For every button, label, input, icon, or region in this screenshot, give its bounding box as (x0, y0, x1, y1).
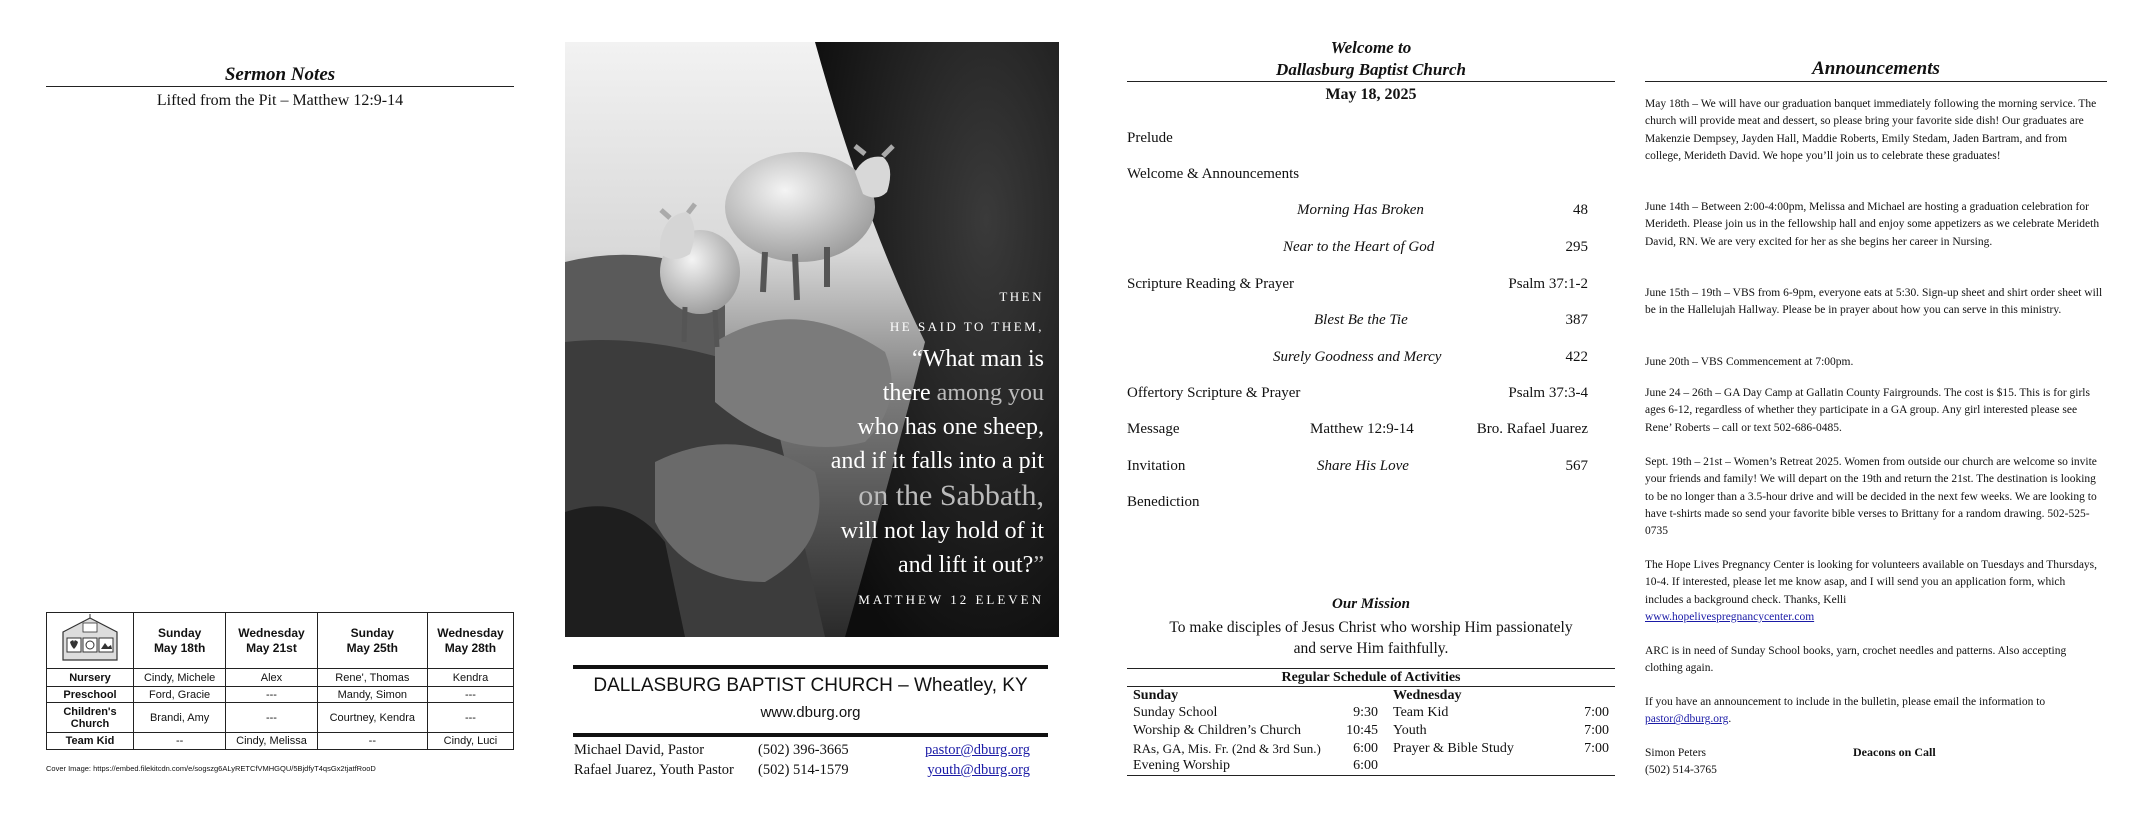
hymn-number: 295 (1565, 239, 1588, 255)
col-header: Wednesday May 21st (226, 613, 317, 669)
oos-message: Message (1127, 421, 1180, 437)
wednesday-heading: Wednesday (1393, 688, 1462, 703)
welcome-heading: Welcome to (1330, 38, 1412, 57)
announcement-item: ARC is in need of Sunday School books, yarn, crochet needles and patterns. Also accepting clothing again. (1645, 645, 2067, 675)
activity-time: 6:00 (1353, 741, 1378, 756)
divider (573, 665, 1048, 669)
activity-name: Prayer & Bible Study (1393, 741, 1514, 756)
youth-email-link[interactable]: youth@dburg.org (927, 762, 1030, 778)
announcement-item: If you have an announcement to include in the bulletin, please email the information to pastor@dburg.org. (1645, 696, 2046, 726)
divider (1127, 668, 1615, 669)
cover-image (565, 42, 1059, 637)
oos-offertory: Offertory Scripture & Prayer (1127, 385, 1301, 401)
hymn-title: Surely Goodness and Mercy (1273, 349, 1442, 365)
schedule-heading: Regular Schedule of Activities (1281, 670, 1461, 685)
staff-name: Rafael Juarez, Youth Pastor (574, 762, 734, 778)
announcement-item: The Hope Lives Pregnancy Center is looking for volunteers available on Tuesdays and Thursdays, 10-4. If interested, please let me know asap, and I will send you an application form, which includes a background check. Thanks, Kelli www.hopelivespregnancycenter.com (1645, 559, 2098, 623)
church-website: www.dburg.org (760, 704, 861, 721)
mission-heading: Our Mission (1332, 596, 1410, 612)
deacon-info: Simon Peters (502) 514-3765 (1645, 747, 1717, 777)
col-header: Wednesday May 28th (427, 613, 513, 669)
col-header: Sunday May 25th (317, 613, 427, 669)
service-date: May 18, 2025 (1325, 86, 1417, 103)
divider (1127, 81, 1615, 82)
activity-time: 9:30 (1353, 705, 1378, 720)
staff-phone: (502) 396-3665 (758, 742, 849, 758)
divider (46, 86, 514, 87)
table-row: Team Kid -- Cindy, Melissa -- Cindy, Luci (47, 733, 514, 750)
activity-name: Worship & Children’s Church (1133, 723, 1302, 738)
announcement-email-link[interactable]: pastor@dburg.org (1645, 713, 1729, 726)
offertory-ref: Psalm 37:3-4 (1508, 385, 1588, 401)
oos-prelude: Prelude (1127, 130, 1173, 146)
oos-benediction: Benediction (1127, 494, 1200, 510)
sunday-heading: Sunday (1133, 688, 1179, 703)
activity-name: Sunday School (1133, 705, 1218, 720)
oos-welcome: Welcome & Announcements (1127, 166, 1300, 182)
sermon-notes-title: Sermon Notes (224, 64, 336, 85)
cover-quote: THEN HE SAID TO THEM, “What man is there among you who has one sheep, and if it falls into a pit on the Sabbath, will not lay hold of it and lift it out?” MATTHEW 12 ELEVEN (830, 289, 1044, 607)
pastor-email-link[interactable]: pastor@dburg.org (924, 742, 1030, 758)
col-header: Sunday May 18th (134, 613, 226, 669)
table-row: Children's Church Brandi, Amy --- Courtney, Kendra --- (47, 703, 514, 733)
hymn-number: 422 (1565, 349, 1588, 365)
hymn-number: 567 (1565, 458, 1588, 474)
divider (1645, 81, 2107, 82)
mission-text: and serve Him faithfully. (1293, 640, 1449, 657)
activity-name: RAs, GA, Mis. Fr. (2nd & 3rd Sun.) (1133, 741, 1321, 756)
hymn-number: 48 (1573, 202, 1588, 218)
activity-name: Evening Worship (1133, 758, 1230, 773)
mission-text: To make disciples of Jesus Christ who worship Him passionately (1169, 619, 1573, 636)
oos-invitation: Invitation (1127, 458, 1186, 474)
announcement-item: Sept. 19th – 21st – Women’s Retreat 2025. Women from outside our church are welcome so invite your friends and family! We will depart on the 19th and return the 21st. The destination is looking to be no longer than a 3.5-hour drive and will be decided in the next few weeks. We are looking to have t-shirts made so send your favorite bible verses to Brittany for a random drawing. 502-525-0735 (1645, 456, 2097, 538)
hymn-title: Morning Has Broken (1297, 202, 1424, 218)
announcement-item: June 20th – VBS Commencement at 7:00pm. (1645, 356, 1854, 368)
message-speaker: Bro. Rafael Juarez (1476, 421, 1588, 437)
announcement-item: June 24 – 26th – GA Day Camp at Gallatin County Fairgrounds. The cost is $15. This is for girls ages 6-12, regardless of whether they participate in a GA group. Any girl interested please see Rene’ Roberts – call or text 502-686-0485. (1645, 387, 2090, 434)
staff-name: Michael David, Pastor (574, 742, 705, 758)
activity-time: 6:00 (1353, 758, 1378, 773)
church-name: DALLASBURG BAPTIST CHURCH – Wheatley, KY (593, 675, 1028, 696)
church-heading: Dallasburg Baptist Church (1276, 60, 1466, 79)
church-logo-icon (55, 614, 125, 664)
table-row: Preschool Ford, Gracie --- Mandy, Simon --- (47, 687, 514, 703)
announcement-item: June 14th – Between 2:00-4:00pm, Melissa and Michael are hosting a graduation celebration for Merideth. Please join us in the fellowship hall and enjoy some appetizers as we celebrate Merideth David, RN. We are very excited for her as she begins her career in Nursing. (1645, 201, 2100, 248)
hope-lives-link[interactable]: www.hopelivespregnancycenter.com (1645, 610, 1815, 623)
oos-scripture: Scripture Reading & Prayer (1127, 276, 1295, 292)
hymn-number: 387 (1565, 312, 1588, 328)
activity-name: Team Kid (1393, 705, 1449, 720)
divider (573, 733, 1048, 737)
hymn-title: Blest Be the Tie (1314, 312, 1408, 328)
activity-name: Youth (1393, 723, 1427, 738)
activity-time: 7:00 (1584, 723, 1609, 738)
deacons-heading: Deacons on Call (1853, 745, 1936, 759)
cover-image-caption: Cover Image: https://embed.filekitcdn.com/e/sogszg6ALyRETCfVMHGQU/5BjdfyT4qsGx2tjatfRooD (46, 764, 376, 773)
staff-phone: (502) 514-1579 (758, 762, 849, 778)
hymn-title: Near to the Heart of God (1283, 239, 1435, 255)
hymn-title: Share His Love (1317, 458, 1409, 474)
activity-time: 7:00 (1584, 741, 1609, 756)
divider (1127, 775, 1615, 776)
scripture-ref: Psalm 37:1-2 (1508, 276, 1588, 292)
message-ref: Matthew 12:9-14 (1310, 421, 1414, 437)
announcements-title: Announcements (1812, 58, 1940, 79)
announcement-item: June 15th – 19th – VBS from 6-9pm, everyone eats at 5:30. Sign-up sheet and shirt order sheet will be in the Hallelujah Hallway. Please be in prayer about how you can serve in this ministry. (1645, 287, 2103, 317)
nursery-schedule-table (46, 612, 514, 750)
announcement-item: May 18th – We will have our graduation banquet immediately following the morning service. The church will provide meat and dessert, so please bring your favorite side dish! Our graduates are Makenzie Dempsey, Jayden Hall, Maddie Roberts, Emily Stedam, Jaden Bartram, and from college, Merideth David. We hope you’ll join us to celebrate these graduates! (1645, 98, 2097, 162)
church-logo-cell (47, 613, 134, 669)
activity-time: 7:00 (1584, 705, 1609, 720)
table-row: Nursery Cindy, Michele Alex Rene', Thomas Kendra (47, 669, 514, 687)
sermon-subtitle: Lifted from the Pit – Matthew 12:9-14 (156, 92, 404, 109)
activity-time: 10:45 (1346, 723, 1378, 738)
divider (1127, 686, 1615, 687)
